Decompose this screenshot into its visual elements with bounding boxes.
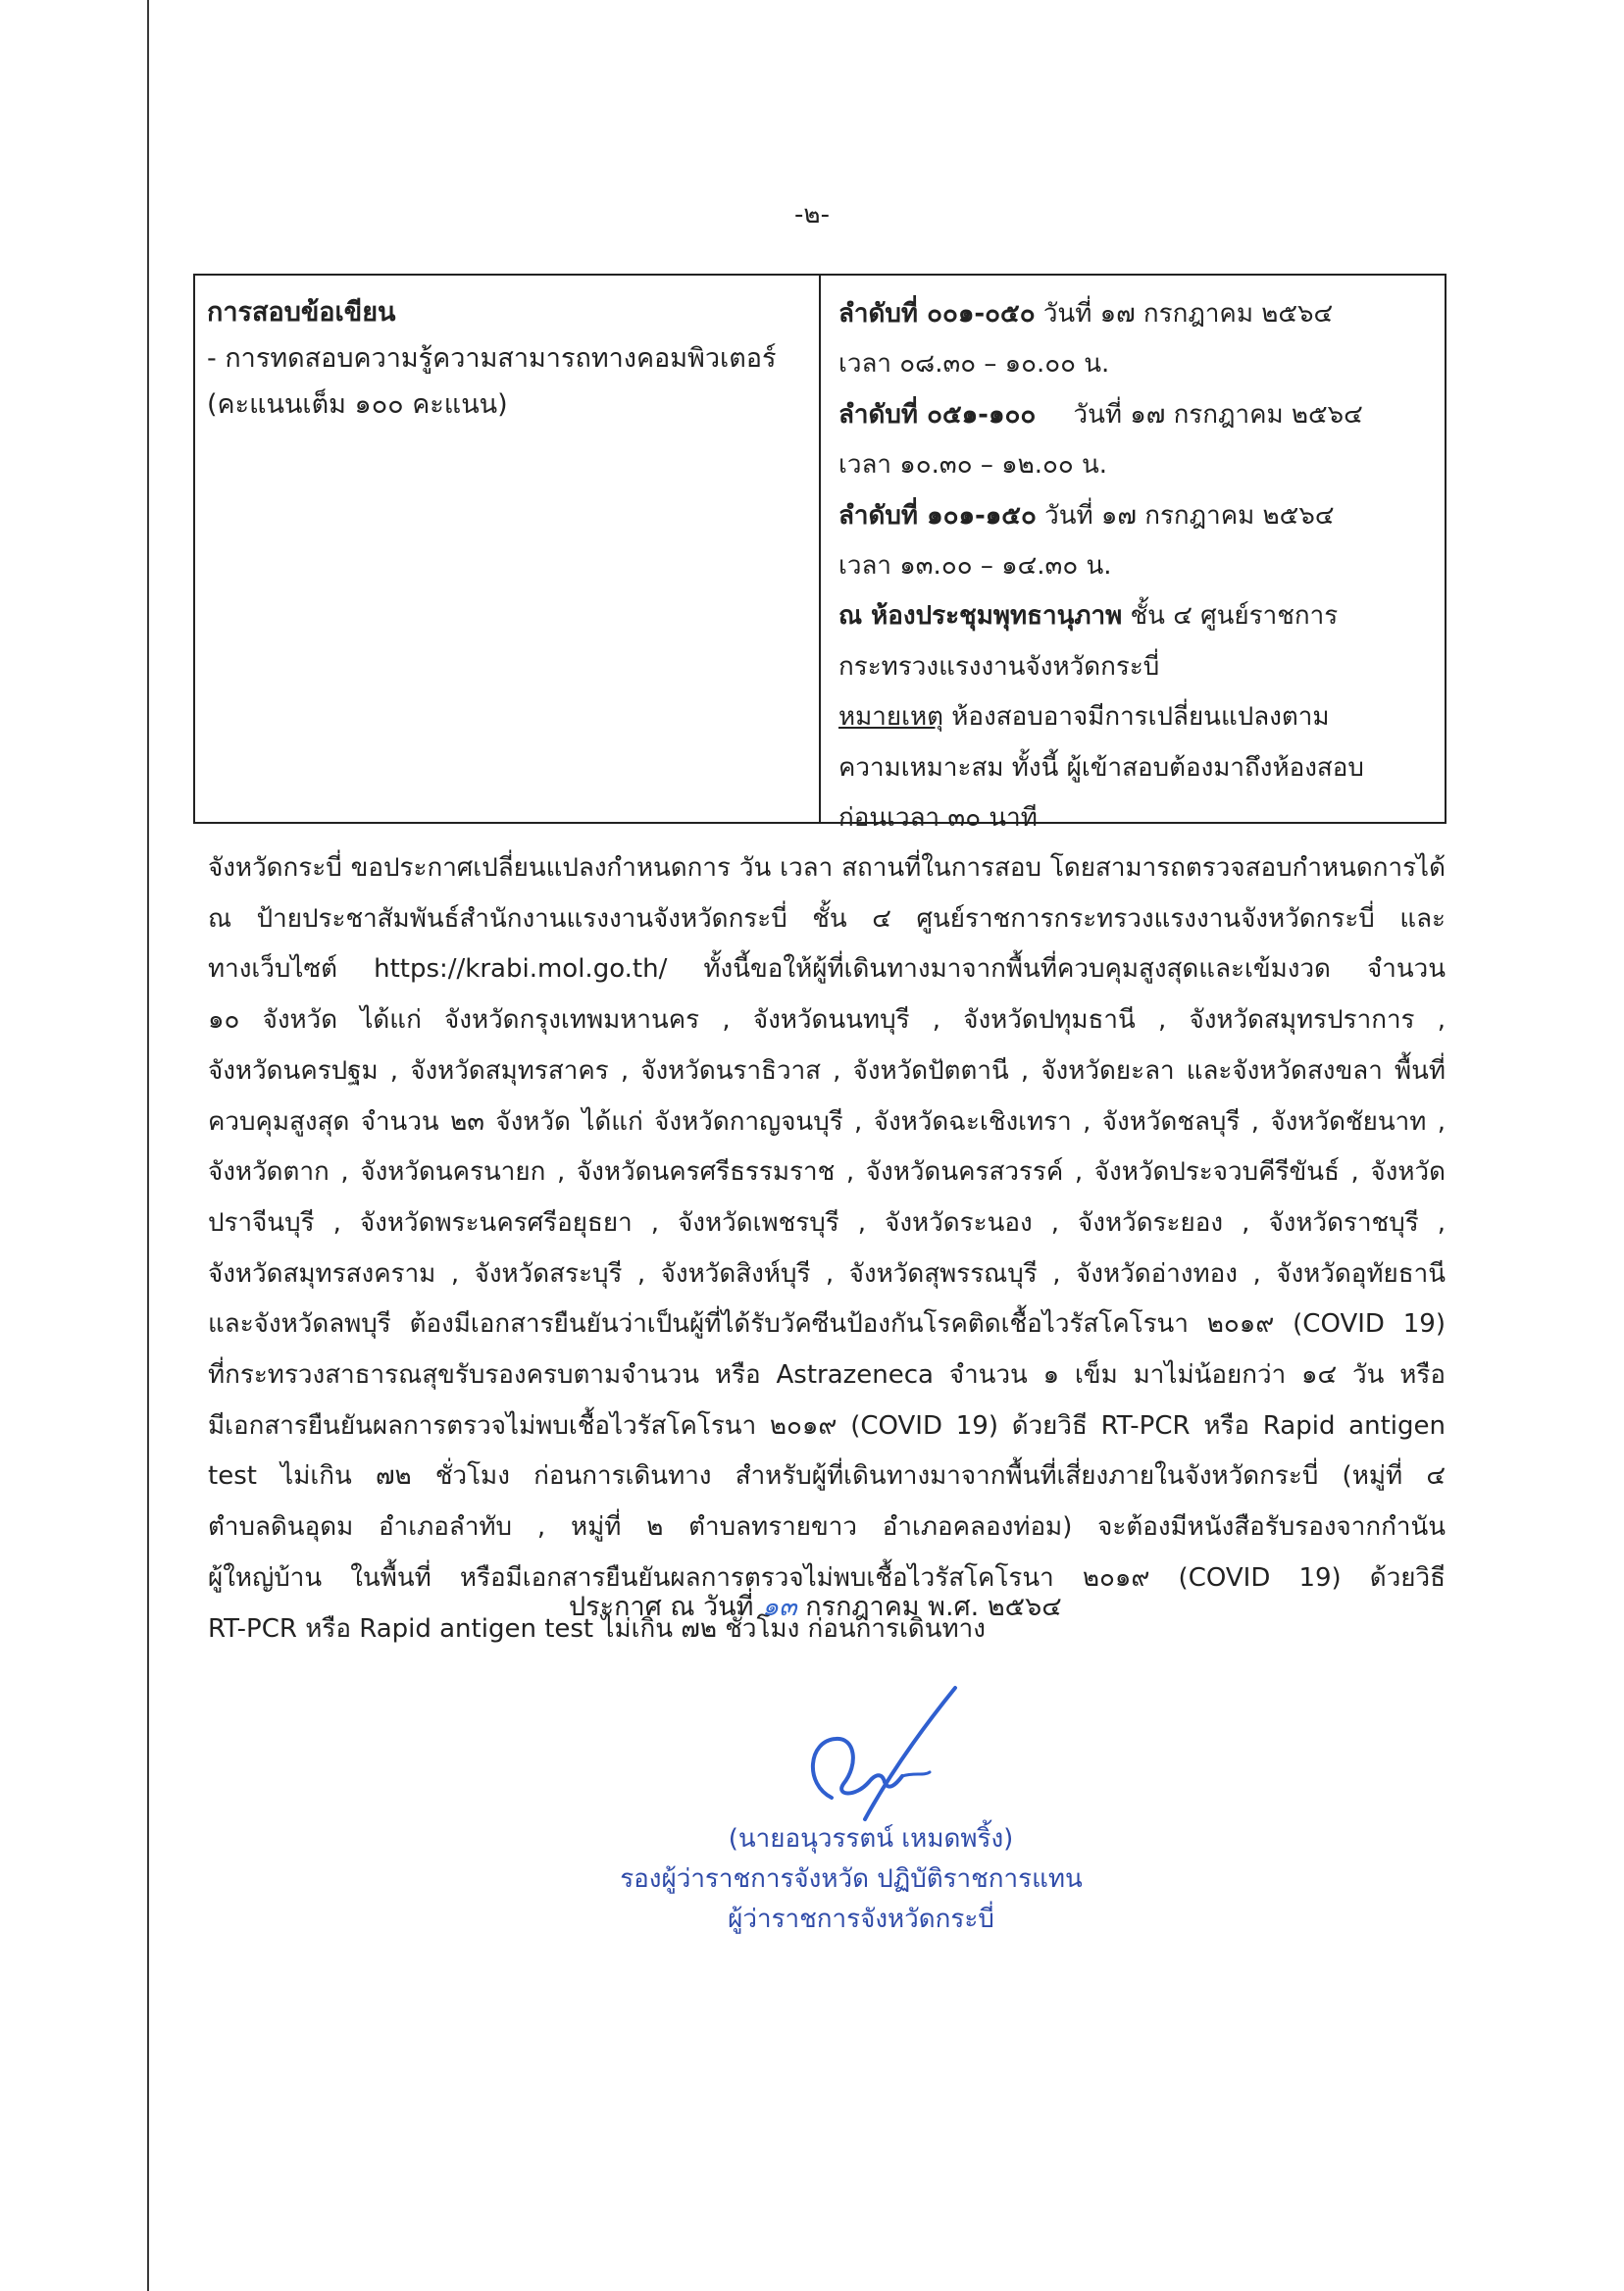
table-column-divider	[819, 276, 821, 822]
signature-icon	[775, 1682, 971, 1829]
announcement-line: ปราจีนบุรี , จังหวัดพระนครศรีอยุธยา , จังหวัดเพชรบุรี , จังหวัดระนอง , จังหวัดระยอง , จังหวัดราชบุรี ,	[208, 1207, 1446, 1238]
exam-type-cell	[207, 289, 805, 428]
exam-schedule-table	[193, 274, 1446, 834]
slot-2-order: ลำดับที่ ๐๕๑-๑๐๐	[838, 399, 1037, 430]
note-line-2: ความเหมาะสม ทั้งนี้ ผู้เข้าสอบต้องมาถึงห้องสอบ	[838, 752, 1364, 783]
slot-3-date: วันที่ ๑๗ กรกฎาคม ๒๕๖๔	[1044, 500, 1335, 531]
note-line-3: ก่อนเวลา ๓๐ นาที	[838, 803, 1038, 834]
exam-subject: - การทดสอบความรู้ความสามารถทางคอมพิวเตอร์	[207, 343, 777, 374]
venue-line-1	[838, 591, 1437, 641]
announcement-line: ทางเว็บไซต์ https://krabi.mol.go.th/ ทั้งนี้ขอให้ผู้ที่เดินทางมาจากพื้นที่ควบคุมสูงสุดและเข้มงวด จำนวน	[208, 954, 1446, 985]
issue-date-prefix: ประกาศ ณ วันที่	[569, 1592, 754, 1622]
slot-1-date: วันที่ ๑๗ กรกฎาคม ๒๕๖๔	[1042, 299, 1334, 329]
note-label: หมายเหตุ	[838, 702, 944, 733]
announcement-line: ตำบลดินอุดม อำเภอลำทับ , หมู่ที่ ๒ ตำบลทรายขาว อำเภอคลองท่อม) จะต้องมีหนังสือรับรองจากกำนัน	[208, 1512, 1446, 1543]
signer-name: (นายอนุวรรตน์ เหมดพริ้ง)	[728, 1824, 1014, 1854]
slot-1-time: เวลา ๐๘.๓๐ – ๑๐.๐๐ น.	[838, 349, 1110, 380]
note-line-1	[838, 692, 1437, 742]
venue-floor: ชั้น ๔ ศูนย์ราชการ	[1130, 601, 1339, 632]
announcement-line: จังหวัดสมุทรสงคราม , จังหวัดสระบุรี , จังหวัดสิงห์บุรี , จังหวัดสุพรรณบุรี , จังหวัดอ่างทอง , จังหวัดอุทัยธานี	[208, 1258, 1446, 1289]
announcement-line: ผู้ใหญ่บ้าน ในพื้นที่ หรือมีเอกสารยืนยันผลการตรวจไม่พบเชื้อไวรัสโคโรนา ๒๐๑๙ (COVID 19) ด้วยวิธี	[208, 1562, 1446, 1593]
issue-date-suffix: กรกฎาคม พ.ศ. ๒๕๖๔	[805, 1592, 1062, 1622]
announcement-line: มีเอกสารยืนยันผลการตรวจไม่พบเชื้อไวรัสโคโรนา ๒๐๑๙ (COVID 19) ด้วยวิธี RT-PCR หรือ Rapid antigen	[208, 1410, 1446, 1441]
note-text-1: ห้องสอบอาจมีการเปลี่ยนแปลงตาม	[951, 702, 1330, 733]
scan-edge-line	[147, 0, 149, 2291]
announcement-line: RT-PCR หรือ Rapid antigen test ไม่เกิน ๗๒ ชั่วโมง ก่อนการเดินทาง	[208, 1613, 986, 1644]
announcement-line: จังหวัดนครปฐม , จังหวัดสมุทรสาคร , จังหวัดนราธิวาส , จังหวัดปัตตานี , จังหวัดยะลา และจังหวัดสงขลา พื้นที่	[208, 1055, 1446, 1086]
announcement-line: ที่กระทรวงสาธารณสุขรับรองครบตามจำนวน หรือ Astrazeneca จำนวน ๑ เข็ม มาไม่น้อยกว่า ๑๔ วัน หรือ	[208, 1360, 1446, 1391]
slot-1-header	[838, 289, 1437, 339]
slot-2-time: เวลา ๑๐.๓๐ – ๑๒.๐๐ น.	[838, 450, 1108, 481]
exam-full-score: (คะแนนเต็ม ๑๐๐ คะแนน)	[207, 389, 508, 420]
slot-2-date: วันที่ ๑๗ กรกฎาคม ๒๕๖๔	[1073, 399, 1363, 430]
announcement-line: test ไม่เกิน ๗๒ ชั่วโมง ก่อนการเดินทาง สำหรับผู้ที่เดินทางมาจากพื้นที่เสี่ยงภายในจังหวัดกระบี่ (หมู่ที่ ๔	[208, 1461, 1446, 1492]
signer-office: ผู้ว่าราชการจังหวัดกระบี่	[728, 1905, 994, 1934]
issue-date	[569, 1585, 1062, 1627]
venue-line-2: กระทรวงแรงงานจังหวัดกระบี่	[838, 651, 1160, 682]
announcement-line: ณ ป้ายประชาสัมพันธ์สำนักงานแรงงานจังหวัดกระบี่ ชั้น ๔ ศูนย์ราชการกระทรวงแรงงานจังหวัดกระบี่ และ	[208, 903, 1446, 934]
slot-1-order: ลำดับที่ ๐๐๑-๐๕๐	[838, 299, 1036, 329]
slot-3-header	[838, 491, 1437, 541]
slot-3-order: ลำดับที่ ๑๐๑-๑๕๐	[838, 500, 1037, 531]
venue-room: ณ ห้องประชุมพุทธานุภาพ	[838, 601, 1123, 632]
signer-title: รองผู้ว่าราชการจังหวัด ปฏิบัติราชการแทน	[620, 1864, 1083, 1894]
announcement-paragraph	[208, 843, 1446, 1655]
announcement-line: จังหวัดตาก , จังหวัดนครนายก , จังหวัดนครศรีธรรมราช , จังหวัดนครสวรรค์ , จังหวัดประจวบคีรีขันธ์ , จังหวัด	[208, 1157, 1446, 1188]
announcement-line: ๑๐ จังหวัด ได้แก่ จังหวัดกรุงเทพมหานคร , จังหวัดนนทบุรี , จังหวัดปทุมธานี , จังหวัดสมุทรปราการ ,	[208, 1005, 1446, 1036]
announcement-line: จังหวัดกระบี่ ขอประกาศเปลี่ยนแปลงกำหนดการ วัน เวลา สถานที่ในการสอบ โดยสามารถตรวจสอบกำหนดการได้	[208, 853, 1446, 883]
announcement-line: ควบคุมสูงสุด จำนวน ๒๓ จังหวัด ได้แก่ จังหวัดกาญจนบุรี , จังหวัดฉะเชิงเทรา , จังหวัดชลบุรี , จังหวัดชัยนาท ,	[208, 1106, 1446, 1137]
announcement-line: และจังหวัดลพบุรี ต้องมีเอกสารยืนยันว่าเป็นผู้ที่ได้รับวัคซีนป้องกันโรคติดเชื้อไวรัสโคโรนา ๒๐๑๙ (COVID 19)	[208, 1309, 1446, 1340]
slot-3-time: เวลา ๑๓.๐๐ – ๑๔.๓๐ น.	[838, 551, 1112, 582]
issue-date-day: ๑๓	[762, 1592, 797, 1622]
slot-2-header	[838, 390, 1437, 440]
exam-type-heading: การสอบข้อเขียน	[207, 297, 396, 328]
page-number: -๒-	[794, 200, 830, 229]
exam-schedule-cell	[838, 289, 1437, 843]
